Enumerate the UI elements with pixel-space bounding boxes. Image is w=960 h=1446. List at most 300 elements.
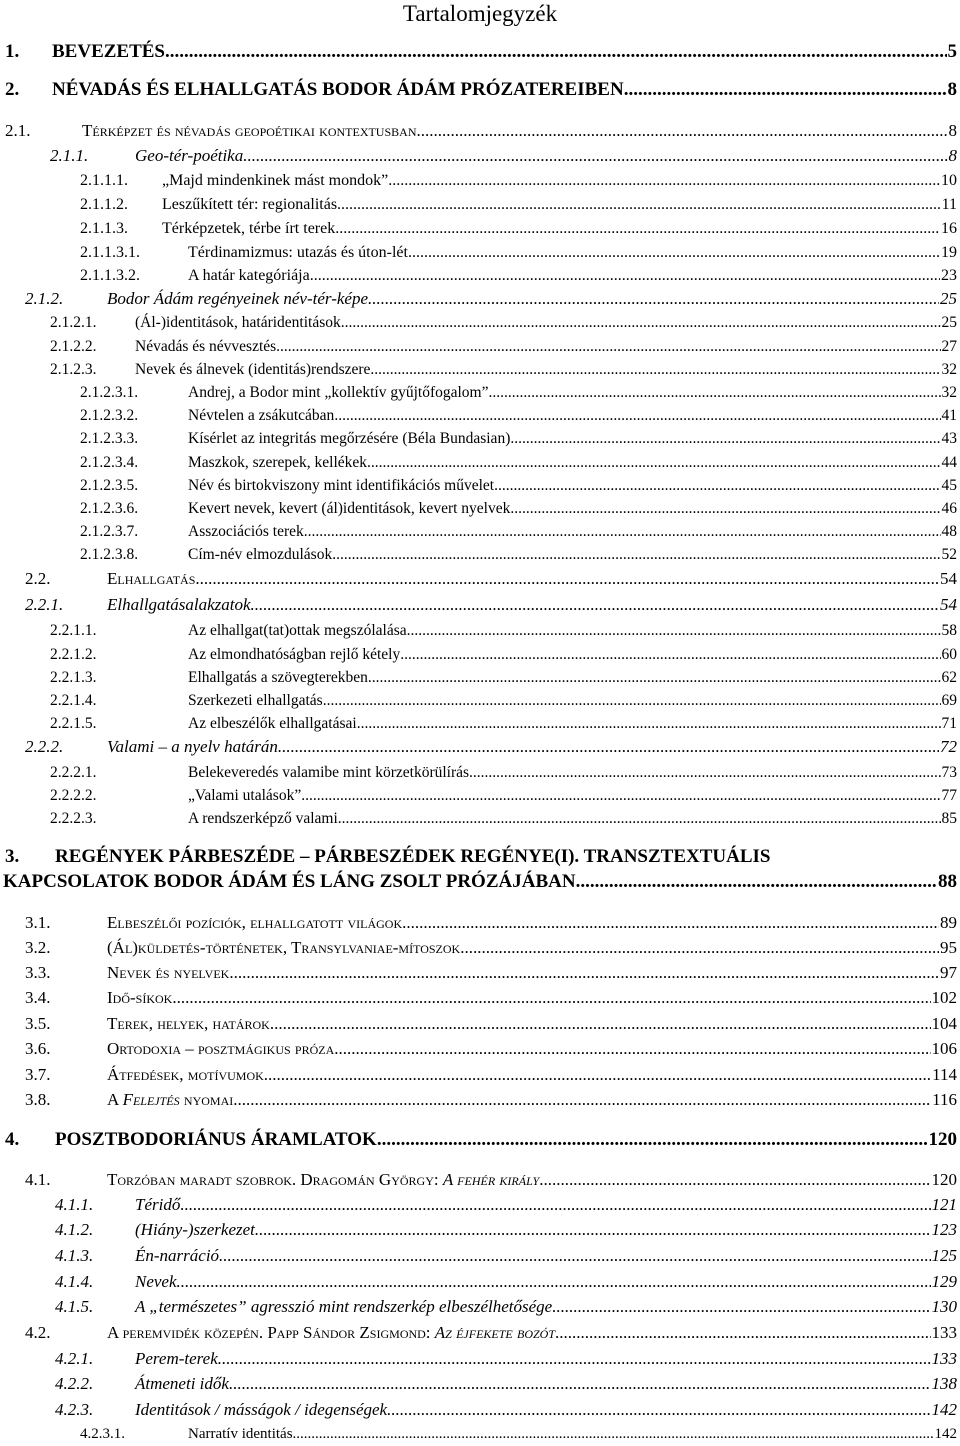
- entry-number: 2.2.1.3.: [50, 669, 97, 686]
- entry-title: Belekeveredés valamibe mint körzetkörülírás: [188, 764, 470, 781]
- entry-number: 2.1.1.3.: [80, 220, 128, 237]
- toc-entry: [25, 1322, 957, 1344]
- entry-number: 3.1.: [25, 913, 51, 932]
- entry-title: Az elmondhatóságban rejlő kétely: [188, 646, 401, 663]
- entry-title: Torzóban maradt szobrok. Dragomán György: A fehér király: [107, 1170, 540, 1189]
- entry-page-number: 60: [941, 646, 957, 663]
- entry-number: 2.1.1.2.: [80, 196, 128, 213]
- toc-entry: [80, 544, 957, 565]
- entry-line: [135, 1373, 957, 1395]
- entry-page-number: 97: [940, 963, 957, 982]
- entry-number: 2.1.2.3.4.: [80, 454, 139, 471]
- toc-title: Tartalomjegyzék: [402, 1, 558, 26]
- toc-entry: [80, 194, 957, 216]
- entry-title: Narratív identitás: [188, 1426, 293, 1442]
- entry-title: Névtelen a zsákutcában: [188, 407, 335, 424]
- entry-title: Térképzet és névadás geopoétikai kontextusban: [82, 121, 417, 140]
- entry-page-number: 130: [931, 1297, 957, 1316]
- entry-page-number: 142: [934, 1426, 957, 1442]
- entry-page-number: 8: [947, 79, 957, 100]
- entry-title: Nevek: [135, 1272, 177, 1291]
- entry-page-number: 62: [941, 669, 957, 686]
- entry-number: 2.1.2.: [25, 289, 64, 308]
- entry-title: Szerkezeti elhallgatás: [188, 692, 323, 709]
- toc-entry: [80, 265, 957, 287]
- toc-entry: [25, 1169, 957, 1191]
- entry-number: 2.2.1.5.: [50, 715, 97, 732]
- entry-title: Névadás és névvesztés: [135, 338, 277, 355]
- toc-entry: [55, 1373, 957, 1395]
- entry-page-number: 44: [941, 454, 957, 471]
- entry-number: 4.2.3.1.: [80, 1426, 125, 1442]
- entry-page-number: 123: [931, 1220, 957, 1239]
- entry-number: 3.8.: [25, 1090, 51, 1109]
- entry-line: [107, 736, 957, 758]
- entry-number: 4.: [5, 1129, 20, 1150]
- toc-entry: [55, 1399, 957, 1421]
- entry-title: (Ál-)identitások, határidentitások: [135, 314, 341, 331]
- entry-line: [188, 1424, 957, 1445]
- entry-title: Az elbeszélők elhallgatásai: [188, 715, 357, 732]
- entry-number: 2.1.2.3.7.: [80, 523, 139, 540]
- entry-line: [188, 521, 957, 542]
- toc-entry: [25, 594, 957, 616]
- toc-entry: [25, 912, 957, 934]
- entry-leader-dots: [255, 1219, 931, 1241]
- toc-entry: [80, 382, 957, 403]
- entry-title: BEVEZETÉS: [52, 41, 165, 62]
- entry-page-number: 133: [931, 1349, 957, 1368]
- entry-title: Andrej, a Bodor mint „kollektív gyűjtőfogalom”: [188, 384, 489, 401]
- entry-leader-dots: [460, 937, 939, 959]
- entry-page-number: 8: [948, 146, 957, 165]
- toc-entry: [50, 808, 957, 829]
- entry-line: [188, 382, 957, 403]
- toc-entry: [25, 288, 957, 310]
- entry-leader-dots: [323, 690, 941, 711]
- toc-entry: [80, 405, 957, 426]
- entry-number: 2.2.1.1.: [50, 622, 97, 639]
- toc-entry: [5, 120, 957, 142]
- entry-number: 4.1.3.: [55, 1246, 94, 1265]
- entry-line: [107, 987, 957, 1009]
- toc-entry: [50, 785, 957, 806]
- toc-entry: [50, 336, 957, 357]
- entry-title: Geo-tér-poétika: [135, 146, 244, 165]
- entry-title-italic: Az éjfekete bozót: [434, 1323, 556, 1342]
- entry-line: [107, 1322, 957, 1344]
- entry-line: [188, 242, 957, 264]
- entry-number: 2.1.1.1.: [80, 172, 128, 189]
- toc-entry: [5, 40, 957, 64]
- toc-entry: [50, 690, 957, 711]
- entry-page-number: 133: [931, 1323, 957, 1342]
- entry-number: 4.2.: [25, 1323, 51, 1342]
- entry-line: [107, 1089, 957, 1111]
- entry-line: [188, 713, 957, 734]
- entry-page-number: 114: [932, 1065, 957, 1084]
- entry-title: NÉVADÁS ÉS ELHALLGATÁS BODOR ÁDÁM PRÓZATEREIBEN: [52, 79, 624, 100]
- entry-leader-dots: [219, 1245, 930, 1267]
- entry-page-number: 125: [931, 1246, 957, 1265]
- entry-title: Térképzetek, térbe írt terek: [162, 220, 336, 237]
- entry-number: 2.2.2.2.: [50, 787, 97, 804]
- entry-leader-dots: [301, 785, 940, 806]
- entry-leader-dots: [337, 194, 941, 216]
- entry-page-number: 25: [941, 314, 957, 331]
- toc-entry: [80, 521, 957, 542]
- entry-page-number: 85: [941, 810, 957, 827]
- entry-page-number: 69: [941, 692, 957, 709]
- entry-title: „Valami utalások”: [188, 787, 302, 804]
- entry-line: [188, 667, 957, 688]
- entry-leader-dots: [377, 1128, 928, 1152]
- entry-title: Nevek és álnevek (identitás)rendszere: [135, 361, 371, 378]
- entry-line: [107, 594, 957, 616]
- entry-leader-dots: [494, 475, 940, 496]
- entry-title: Téridő: [135, 1195, 181, 1214]
- entry-number: 1.: [5, 41, 20, 62]
- entry-line: [135, 1219, 957, 1241]
- toc-entry: [80, 475, 957, 496]
- entry-leader-dots: [332, 544, 940, 565]
- entry-title-line1: REGÉNYEK PÁRBESZÉDE – PÁRBESZÉDEK REGÉNYE(I). TRANSZTEXTUÁLIS: [55, 846, 771, 867]
- toc-entry: [5, 1128, 957, 1152]
- entry-leader-dots: [387, 1399, 930, 1421]
- entry-number: 4.1.1.: [55, 1195, 94, 1214]
- entry-title: Kísérlet az integritás megőrzésére (Béla Bundasian): [188, 430, 511, 447]
- entry-page-number: 106: [931, 1039, 957, 1058]
- entry-page-number: 10: [941, 172, 957, 189]
- entry-page-number: 120: [928, 1129, 957, 1150]
- entry-page-number: 27: [941, 338, 957, 355]
- entry-title: Térdinamizmus: utazás és úton-lét: [188, 244, 408, 261]
- toc-entry: [25, 736, 957, 758]
- entry-number: 2.2.1.2.: [50, 646, 97, 663]
- entry-title: Maszkok, szerepek, kellékek: [188, 454, 368, 471]
- entry-number: 2.1.1.: [50, 146, 89, 165]
- entry-page-number: 23: [941, 267, 957, 284]
- entry-leader-dots: [367, 452, 940, 473]
- entry-page-number: 25: [940, 289, 957, 308]
- entry-number: 2.1.2.1.: [50, 314, 97, 331]
- entry-line: [162, 170, 957, 192]
- entry-title: A peremvidék közepén. Papp Sándor Zsigmond: Az éjfekete bozót: [107, 1323, 556, 1342]
- entry-leader-dots: [407, 620, 941, 641]
- toc-entry: [25, 937, 957, 959]
- entry-page-number: 104: [931, 1014, 957, 1033]
- entry-line: [135, 1348, 957, 1370]
- entry-title: Elhallgatás: [107, 569, 196, 588]
- entry-number: 3.5.: [25, 1014, 51, 1033]
- entry-page-number: 120: [931, 1170, 957, 1189]
- entry-page-number: 142: [931, 1400, 957, 1419]
- toc-entry: [25, 1013, 957, 1035]
- entry-leader-dots: [229, 1373, 931, 1395]
- entry-page-number: 138: [931, 1374, 957, 1393]
- entry-line: [188, 405, 957, 426]
- entry-title-line2: KAPCSOLATOK BODOR ÁDÁM ÉS LÁNG ZSOLT PRÓZÁJÁBAN: [3, 871, 576, 892]
- entry-number: 3.7.: [25, 1065, 51, 1084]
- entry-title-italic: A fehér király: [442, 1170, 540, 1189]
- entry-page-number: 58: [941, 622, 957, 639]
- toc-entry-chapter-3: [0, 845, 957, 895]
- entry-number: 2.1.2.3.1.: [80, 384, 139, 401]
- entry-number: 3.: [5, 846, 20, 867]
- entry-number: 2.1.1.3.1.: [80, 244, 140, 261]
- entry-page-number: 54: [940, 595, 957, 614]
- entry-leader-dots: [335, 218, 940, 240]
- toc-entry: [55, 1348, 957, 1370]
- toc-entry: [25, 962, 957, 984]
- entry-number: 2.1.2.3.5.: [80, 477, 139, 494]
- entry-leader-dots: [177, 1271, 931, 1293]
- entry-leader-dots: [552, 1296, 930, 1318]
- entry-leader-dots: [243, 145, 947, 167]
- entry-title-italic: Felejtés: [122, 1090, 180, 1109]
- entry-line: [107, 288, 957, 310]
- entry-line: [188, 808, 957, 829]
- entry-page-number: 48: [941, 523, 957, 540]
- toc-entry: [25, 1064, 957, 1086]
- entry-leader-dots: [172, 987, 930, 1009]
- entry-title: Perem-terek: [135, 1349, 218, 1368]
- entry-number: 2.2.2.: [25, 737, 64, 756]
- entry-title: Cím-név elmozdulások: [188, 546, 333, 563]
- entry-leader-dots: [469, 762, 940, 783]
- toc-entry: [25, 1038, 957, 1060]
- entry-number: 4.2.1.: [55, 1349, 94, 1368]
- entry-leader-dots: [276, 336, 940, 357]
- entry-page-number: 95: [940, 938, 957, 957]
- entry-title: (Ál)küldetés-történetek, Transylvaniae-mítoszok: [107, 938, 461, 957]
- entry-leader-dots: [370, 359, 940, 380]
- toc-entry: [50, 620, 957, 641]
- entry-line: [107, 962, 957, 984]
- entry-number: 2.: [5, 79, 20, 100]
- toc-entry: [80, 170, 957, 192]
- entry-page-number: 52: [941, 546, 957, 563]
- entry-leader-dots: [229, 962, 939, 984]
- entry-line: [188, 762, 957, 783]
- entry-title: Asszociációs terek: [188, 523, 304, 540]
- entry-leader-dots: [293, 1424, 934, 1445]
- entry-line: [188, 475, 957, 496]
- entry-leader-dots: [576, 870, 937, 894]
- entry-leader-dots: [341, 312, 941, 333]
- entry-leader-dots: [488, 382, 940, 403]
- entry-line: [107, 1064, 957, 1086]
- entry-line: [82, 120, 957, 142]
- entry-line: [188, 644, 957, 665]
- entry-leader-dots: [402, 912, 939, 934]
- entry-line: [52, 78, 957, 102]
- entry-line: [188, 690, 957, 711]
- toc-entry: [80, 218, 957, 240]
- entry-title: „Majd mindenkinek mást mondok”: [162, 172, 389, 189]
- entry-page-number: 102: [931, 988, 957, 1007]
- toc-entry: [25, 1089, 957, 1111]
- entry-page-number: 19: [941, 244, 957, 261]
- entry-number: 4.2.3.: [55, 1400, 94, 1419]
- entry-title: Név és birtokviszony mint identifikációs művelet: [188, 477, 495, 494]
- entry-page-number: 72: [940, 737, 957, 756]
- entry-leader-dots: [264, 1064, 931, 1086]
- entry-page-number: 116: [932, 1090, 957, 1109]
- entry-line: [3, 870, 957, 894]
- entry-number: 3.4.: [25, 988, 51, 1007]
- entry-line: [188, 265, 957, 287]
- entry-page-number: 71: [941, 715, 957, 732]
- entry-page-number: 32: [941, 384, 957, 401]
- entry-title: (Hiány-)szerkezet: [135, 1220, 255, 1239]
- entry-title: Elhallgatásalakzatok: [107, 595, 251, 614]
- entry-number: 2.2.1.: [25, 595, 64, 614]
- entry-leader-dots: [251, 594, 939, 616]
- entry-number: 3.2.: [25, 938, 51, 957]
- toc-entry: [80, 242, 957, 264]
- entry-leader-dots: [400, 644, 940, 665]
- entry-line: [188, 544, 957, 565]
- entry-page-number: 5: [947, 41, 957, 62]
- entry-page-number: 88: [938, 871, 957, 892]
- toc-entry: [5, 78, 957, 102]
- entry-title: Leszűkített tér: regionalitás: [162, 196, 338, 213]
- entry-line: [135, 1194, 957, 1216]
- toc-entry: [55, 1194, 957, 1216]
- entry-leader-dots: [304, 521, 941, 542]
- entry-line: [107, 1169, 957, 1191]
- toc-entry: [55, 1296, 957, 1318]
- entry-title: Valami – a nyelv határán: [107, 737, 278, 756]
- toc-entry: [25, 987, 957, 1009]
- entry-leader-dots: [195, 568, 939, 590]
- entry-number: 2.1.2.3.: [50, 361, 97, 378]
- entry-number: 4.1.5.: [55, 1297, 94, 1316]
- entry-page-number: 16: [941, 220, 957, 237]
- entry-line: [135, 359, 957, 380]
- entry-line: [135, 1271, 957, 1293]
- entry-line: [188, 620, 957, 641]
- toc-entry: [55, 1245, 957, 1267]
- entry-line: [107, 568, 957, 590]
- toc-entry: [50, 145, 957, 167]
- entry-number: 2.1.2.3.2.: [80, 407, 139, 424]
- entry-page-number: 11: [941, 196, 957, 213]
- entry-leader-dots: [417, 120, 948, 142]
- entry-line: [135, 1296, 957, 1318]
- entry-leader-dots: [270, 1013, 931, 1035]
- entry-title: Idő-síkok: [107, 988, 173, 1007]
- entry-title: Nevek és nyelvek: [107, 963, 230, 982]
- entry-leader-dots: [334, 405, 940, 426]
- toc-entry: [50, 762, 957, 783]
- toc-entry: [80, 1424, 957, 1445]
- entry-leader-dots: [278, 736, 939, 758]
- entry-title: Átmeneti idők: [135, 1374, 229, 1393]
- toc-entry: [80, 498, 957, 519]
- entry-leader-dots: [334, 1038, 930, 1060]
- entry-title: Ortodoxia – posztmágikus próza: [107, 1039, 335, 1058]
- entry-page-number: 46: [941, 500, 957, 517]
- entry-leader-dots: [555, 1322, 930, 1344]
- entry-leader-dots: [624, 78, 947, 102]
- entry-leader-dots: [408, 242, 940, 264]
- entry-title: A rendszerképző valami: [188, 810, 338, 827]
- entry-leader-dots: [233, 1089, 931, 1111]
- entry-title: Elbeszélői pozíciók, elhallgatott világok: [107, 913, 403, 932]
- entry-number: 4.1.2.: [55, 1220, 94, 1239]
- entry-page-number: 73: [941, 764, 957, 781]
- entry-title: Az elhallgat(tat)ottak megszólalása: [188, 622, 407, 639]
- entry-line: [162, 218, 957, 240]
- entry-title: Elhallgatás a szövegterekben: [188, 669, 368, 686]
- entry-leader-dots: [218, 1348, 931, 1370]
- entry-number: 2.1.2.3.6.: [80, 500, 139, 517]
- entry-number: 2.2.: [25, 569, 51, 588]
- entry-line: [107, 1013, 957, 1035]
- entry-page-number: 8: [948, 121, 957, 140]
- toc-entry: [50, 312, 957, 333]
- entry-number: 3.6.: [25, 1039, 51, 1058]
- entry-number: 2.1.2.3.3.: [80, 430, 139, 447]
- entry-line: [135, 312, 957, 333]
- entry-line: [188, 785, 957, 806]
- entry-leader-dots: [180, 1194, 930, 1216]
- entry-page-number: 89: [940, 913, 957, 932]
- entry-line: [135, 336, 957, 357]
- entry-number: 2.1.2.2.: [50, 338, 97, 355]
- entry-number: 4.1.: [25, 1170, 51, 1189]
- entry-leader-dots: [539, 1169, 930, 1191]
- entry-line: [135, 145, 957, 167]
- entry-leader-dots: [388, 170, 940, 192]
- entry-leader-dots: [510, 498, 940, 519]
- entry-title: POSZTBODORIÁNUS ÁRAMLATOK: [55, 1129, 377, 1150]
- entry-leader-dots: [310, 265, 940, 287]
- entry-page-number: 45: [941, 477, 957, 494]
- entry-number: 2.2.2.1.: [50, 764, 97, 781]
- entry-title: A „természetes” agresszió mint rendszerkép elbeszélhetősége: [135, 1297, 553, 1316]
- toc-entry: [50, 667, 957, 688]
- toc-entry: [55, 1219, 957, 1241]
- entry-page-number: 41: [941, 407, 957, 424]
- entry-title: A határ kategóriája: [188, 267, 310, 284]
- toc-entry: [50, 359, 957, 380]
- entry-number: 4.2.2.: [55, 1374, 94, 1393]
- entry-title: Átfedések, motívumok: [107, 1065, 264, 1084]
- entry-line: [107, 937, 957, 959]
- entry-line: [135, 1399, 957, 1421]
- toc-entry: [55, 1271, 957, 1293]
- entry-leader-dots: [165, 40, 947, 64]
- entry-title: A Felejtés nyomai: [107, 1090, 234, 1109]
- entry-line: [135, 1245, 957, 1267]
- entry-leader-dots: [368, 667, 941, 688]
- toc-entry: [25, 568, 957, 590]
- entry-leader-dots: [510, 428, 940, 449]
- entry-title: Terek, helyek, határok: [107, 1014, 270, 1033]
- entry-line: [107, 912, 957, 934]
- entry-line: [162, 194, 957, 216]
- entry-number: 2.1.: [5, 121, 31, 140]
- entry-leader-dots: [338, 808, 941, 829]
- entry-line: [52, 40, 957, 64]
- entry-page-number: 43: [941, 430, 957, 447]
- entry-number: 2.2.2.3.: [50, 810, 97, 827]
- entry-title: Kevert nevek, kevert (ál)identitások, kevert nyelvek: [188, 500, 511, 517]
- entry-title: Bodor Ádám regényeinek név-tér-képe: [107, 289, 368, 308]
